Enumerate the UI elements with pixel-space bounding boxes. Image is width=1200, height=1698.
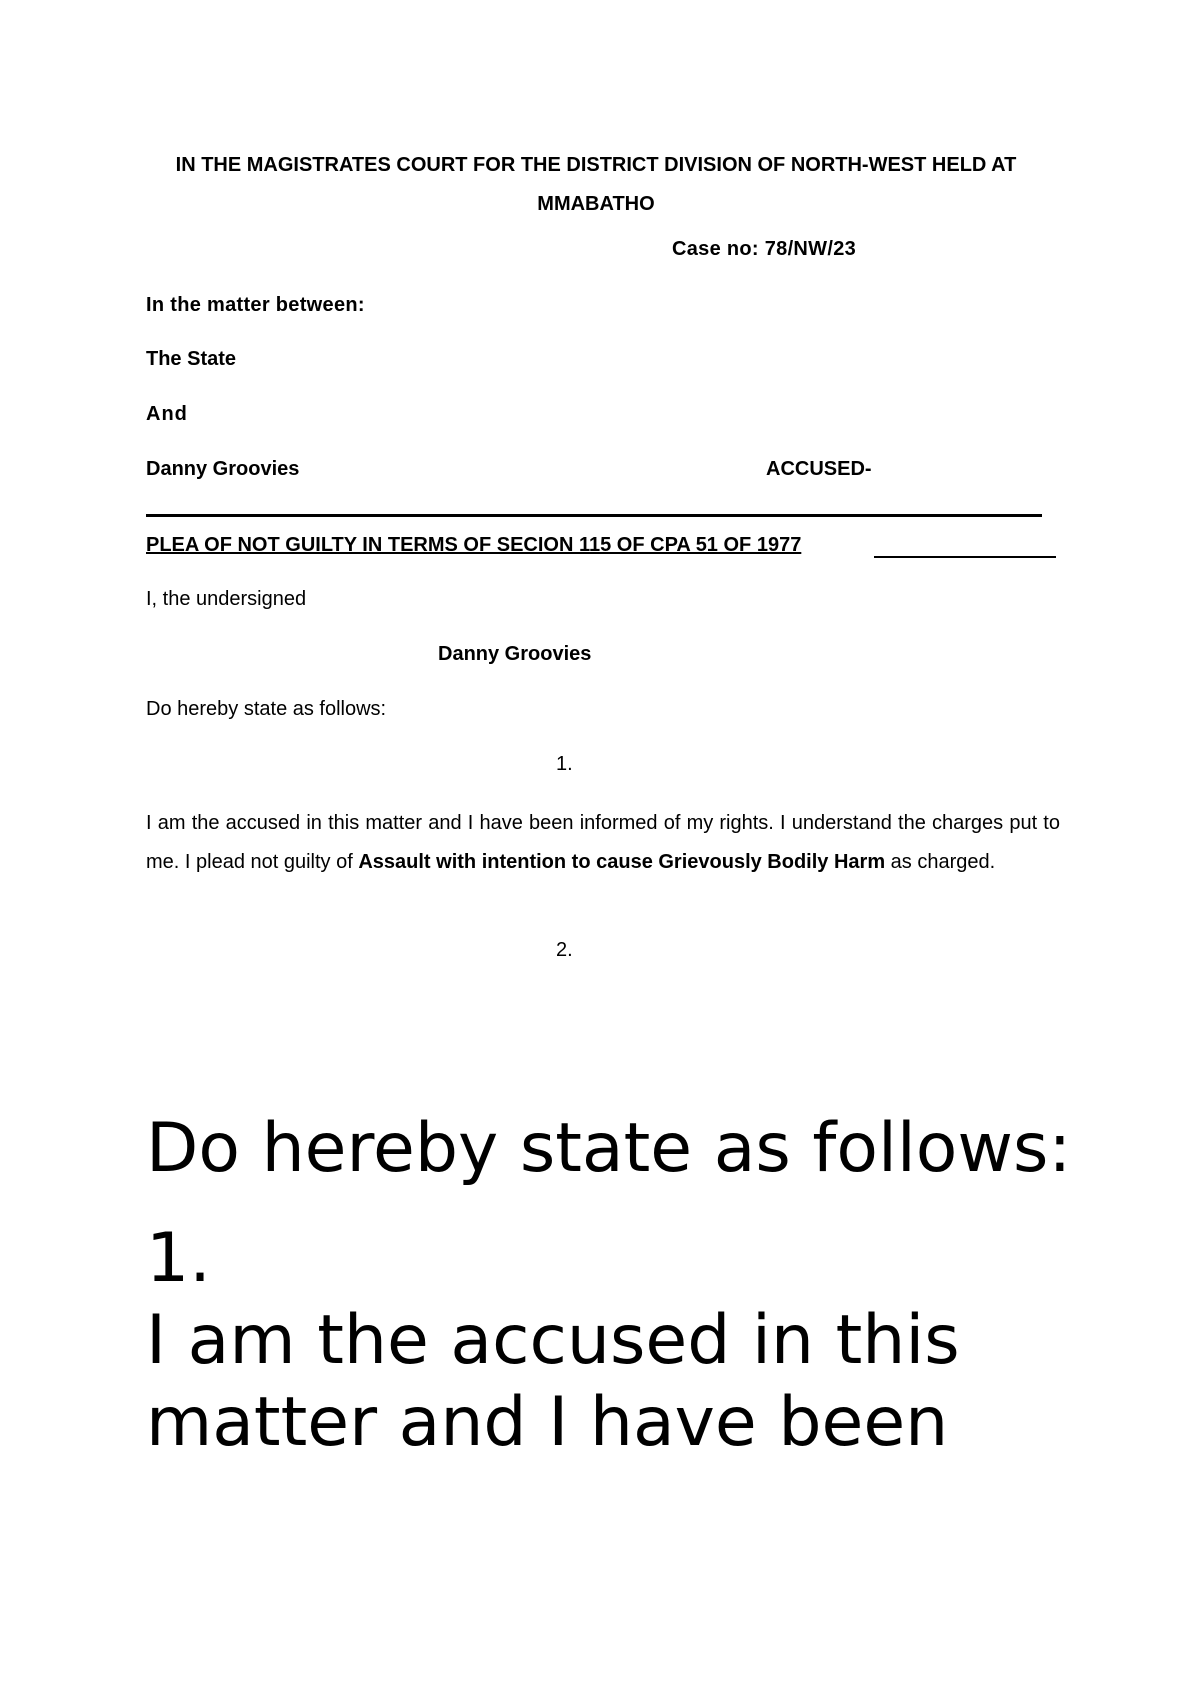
- party-accused-name: Danny Groovies: [146, 458, 300, 480]
- statement-intro: Do hereby state as follows:: [146, 698, 387, 720]
- paragraph-1-text-end: as charged.: [885, 851, 996, 873]
- paragraph-1-charge: Assault with intention to cause Grievously Bodily Harm: [358, 851, 886, 873]
- overlay-statement-intro: Do hereby state as follows:: [146, 1109, 1072, 1188]
- overlay-paragraph-text: I am the accused in this matter and I have been: [146, 1301, 960, 1462]
- overlay-paragraph-number: 1.: [146, 1219, 211, 1298]
- plea-title-underline: [874, 556, 1056, 558]
- party-accused-role: ACCUSED-: [766, 458, 872, 480]
- conjunction-and: And: [146, 403, 188, 425]
- party-state: The State: [146, 348, 237, 370]
- matter-label: In the matter between:: [146, 294, 365, 316]
- intro-text: I, the undersigned: [146, 588, 307, 610]
- case-number: Case no: 78/NW/23: [672, 238, 857, 260]
- paragraph-1-text-start: I am the accused in this matter and I have been informed of my rights. I understand the charges put to me. I plead not guilty of: [146, 812, 1060, 873]
- signer-name: Danny Groovies: [438, 643, 592, 665]
- paragraph-2-number: 2.: [556, 939, 573, 961]
- paragraph-1-number: 1.: [556, 753, 573, 775]
- court-header: IN THE MAGISTRATES COURT FOR THE DISTRICT DIVISION OF NORTH-WEST HELD AT MMABATHO: [175, 154, 1017, 215]
- paragraph-1: [146, 804, 1060, 882]
- plea-title: PLEA OF NOT GUILTY IN TERMS OF SECION 115 OF CPA 51 OF 1977: [146, 534, 802, 556]
- divider-rule: [146, 514, 1042, 517]
